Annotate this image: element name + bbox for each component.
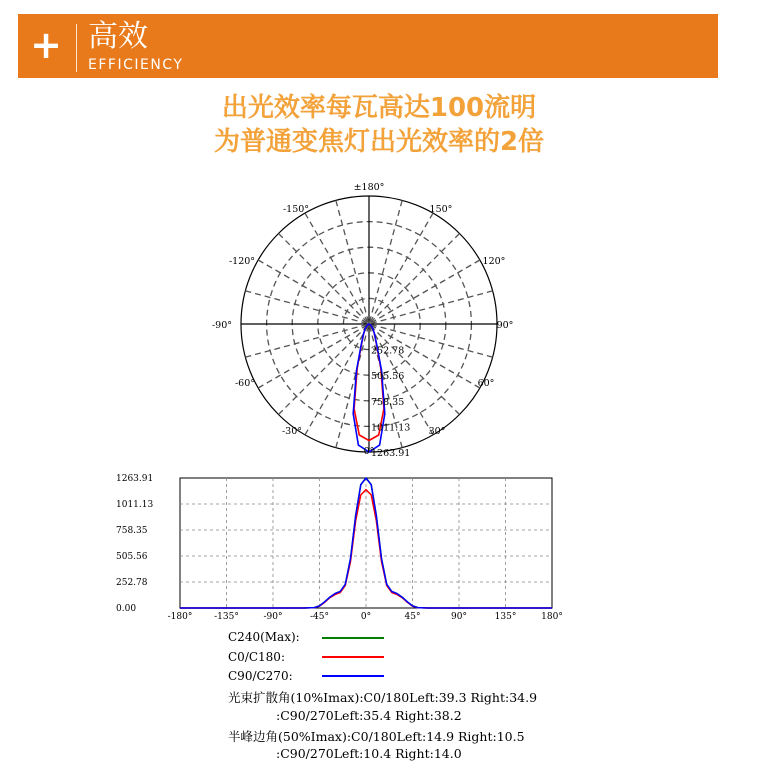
x-tick-label: 0° bbox=[360, 612, 372, 620]
polar-radial-label: 505.56 bbox=[371, 371, 405, 383]
polar-angle-label: 60° bbox=[477, 378, 495, 389]
half-peak-angle-c90: :C90/270Left:10.4 Right:14.0 bbox=[276, 746, 462, 761]
banner-divider bbox=[76, 24, 77, 72]
half-peak-c0-values: (50%Imax):C0/180Left:14.9 Right:10.5 bbox=[278, 729, 525, 744]
line-chart bbox=[0, 470, 758, 620]
legend-label-c240: C240(Max): bbox=[228, 630, 300, 644]
x-tick-label: 45° bbox=[404, 612, 421, 620]
legend-swatch-c90 bbox=[322, 675, 384, 677]
polar-radial-label: 252.78 bbox=[371, 345, 405, 357]
half-peak-title: 半峰边角 bbox=[228, 729, 279, 744]
y-tick-label: 1263.91 bbox=[116, 474, 154, 484]
polar-angle-label: -60° bbox=[234, 378, 256, 389]
x-tick-label: 135° bbox=[494, 612, 517, 620]
x-tick-label: -135° bbox=[214, 612, 239, 620]
y-tick-label: 0.00 bbox=[116, 604, 137, 614]
section-banner bbox=[18, 14, 718, 78]
polar-angle-label: -90° bbox=[211, 320, 233, 331]
polar-angle-label: 30° bbox=[428, 426, 446, 437]
y-tick-label: 758.35 bbox=[116, 526, 148, 536]
polar-angle-label: 0° bbox=[363, 446, 375, 456]
spread-angle-c90: :C90/270Left:35.4 Right:38.2 bbox=[276, 708, 462, 723]
legend-swatch-c0 bbox=[322, 656, 384, 658]
x-tick-label: -180° bbox=[167, 612, 193, 620]
polar-angle-label: 150° bbox=[429, 204, 453, 215]
headline-line-1: 出光效率每瓦高达100流明 bbox=[221, 93, 537, 123]
line-chart-grid bbox=[180, 478, 552, 608]
plus-icon bbox=[18, 14, 74, 78]
polar-angle-label: -120° bbox=[228, 256, 256, 267]
x-tick-label: -45° bbox=[310, 612, 329, 620]
y-tick-label: 1011.13 bbox=[116, 500, 154, 510]
legend-label-c0: C0/C180: bbox=[228, 650, 285, 664]
headline-line-2: 为普通变焦灯出光效率的2倍 bbox=[213, 127, 545, 157]
legend-swatch-c240 bbox=[322, 637, 384, 639]
banner-subtitle: EFFICIENCY bbox=[88, 57, 184, 73]
polar-angle-label: -30° bbox=[281, 426, 303, 437]
polar-angle-label: -150° bbox=[282, 204, 310, 215]
y-tick-label: 505.56 bbox=[116, 552, 148, 562]
x-tick-label: 180° bbox=[541, 612, 563, 620]
polar-radial-label: 1263.91 bbox=[371, 448, 411, 456]
spread-angle-title: 光束扩散角 bbox=[228, 690, 291, 705]
legend-label-c90: C90/C270: bbox=[228, 669, 293, 683]
polar-labels bbox=[212, 182, 513, 456]
polar-angle-label: ±180° bbox=[353, 182, 385, 193]
x-tick-label: 90° bbox=[451, 612, 467, 620]
banner-title: 高效 bbox=[88, 19, 148, 54]
polar-radial-label: 1011.13 bbox=[371, 422, 411, 434]
polar-chart bbox=[0, 176, 758, 456]
x-tick-label: -90° bbox=[263, 612, 283, 620]
spread-angle-c0-values: (10%Imax):C0/180Left:39.3 Right:34.9 bbox=[290, 690, 538, 705]
polar-angle-label: 120° bbox=[482, 256, 506, 267]
half-peak-angle-c0 bbox=[228, 727, 525, 745]
spread-angle-c0 bbox=[228, 688, 537, 706]
polar-angle-label: 90° bbox=[496, 320, 514, 331]
plus-glyph: + bbox=[30, 23, 62, 67]
y-tick-label: 252.78 bbox=[116, 578, 148, 588]
polar-radial-label: 758.35 bbox=[371, 396, 405, 408]
